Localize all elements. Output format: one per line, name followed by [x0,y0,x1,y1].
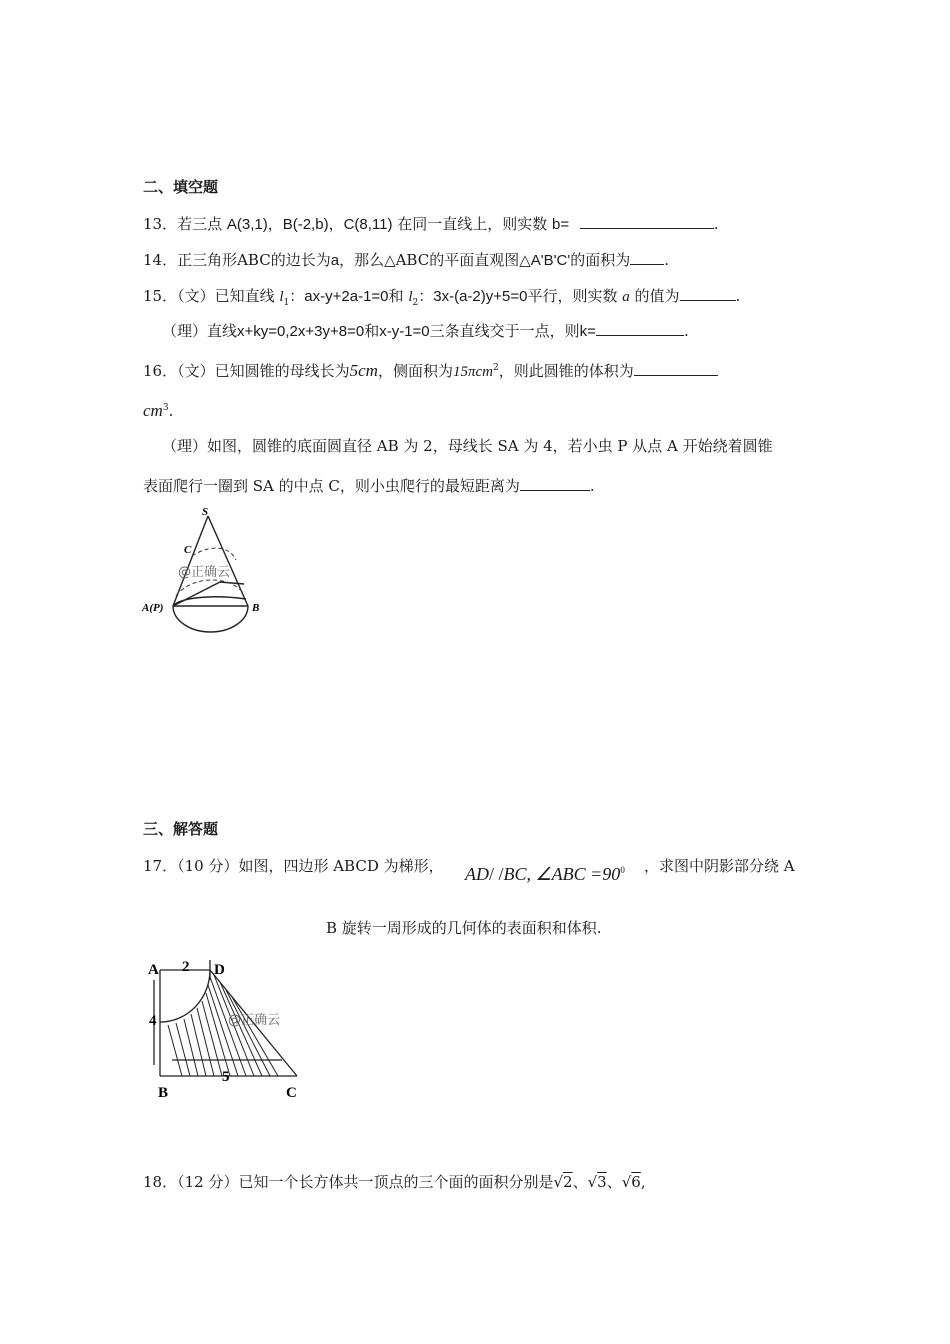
q15-li-and: 和 [364,322,380,340]
question-18 [143,1172,646,1192]
trap-label-b: B [158,1085,169,1101]
cone-label-a: A(P) [142,602,164,614]
q15-l2-sub: 2 [412,298,419,308]
section-2-title: 二、填空题 [143,178,219,196]
q15-a: a [622,289,630,305]
trap-label-bottom: 5 [222,1069,230,1085]
q15-l1-sub: 1 [283,298,290,308]
cone-dashed-upper [192,548,236,560]
cone-path-curve [173,597,246,606]
q13-number: 13． [143,215,178,233]
section-3-title: 三、解答题 [143,820,219,838]
cone-label-s: S [202,506,209,518]
q16-unit: cm [358,361,378,380]
cone-figure [140,504,270,636]
q17-rest: ，求图中阴影部分绕 A [644,857,795,875]
q18-sep1: 、 [572,1173,588,1191]
question-16-li-line2 [143,476,595,496]
q15-number: 15． [143,287,178,305]
q15-rest: 平行，则实数 [527,287,623,305]
q18-r3: 3 [597,1173,607,1191]
q16-li-text: 表面爬行一圈到 SA 的中点 C，则小虫爬行的最短距离为 [143,477,520,495]
q16-exp3: 3 [162,403,169,413]
q15-wen-tag: （文）已知直线 [177,287,280,305]
q14-mid: ，那么△ABC的平面直观图△ [339,251,531,269]
q18-pts: （12 分）已知一个长方体共一顶点的三个面的面积分别是 [177,1173,554,1191]
q17-formula-bc: BC [503,864,527,884]
cone-label-c: C [184,544,192,556]
trap-label-d: D [214,962,225,978]
cone-watermark: @正确云 [178,565,231,580]
q17-formula-angle: , ∠ABC =90 [526,864,621,884]
q18-sep2: 、 [606,1173,622,1191]
question-15-li [162,321,689,342]
trap-quarter-arc [160,970,210,1022]
q16-unit3: cm [143,401,163,420]
q15-li-rest: 三条直线交于一点，则 [429,322,580,340]
q15-li-eq: x+ky=0,2x+3y+8=0 [237,323,365,340]
q14-abc: A'B'C' [530,252,571,269]
trap-label-left: 4 [149,1013,157,1029]
q13-end: . [713,215,719,233]
q16-unit2: cm [475,364,493,380]
trap-watermark: @正确云 [228,1013,281,1028]
sqrt-icon: √ [587,1173,598,1191]
q15-colon1: ： [289,287,305,305]
q16-number: 16． [143,362,178,380]
question-16-wen [143,358,718,382]
q16-exp2: 2 [492,363,499,373]
sqrt-icon: √ [621,1173,632,1191]
q14-tail: . [664,251,669,269]
q18-end: , [640,1173,646,1191]
q15-wen-blank [680,286,736,301]
q13-pre: 若三点 [177,215,227,233]
q13-points: A(3,1)，B(-2,b)，C(8,11) [226,216,393,233]
q17-formula-ad: AD [465,864,489,884]
q16-area: 15 [452,364,468,380]
q15-colon2: ： [418,287,434,305]
trap-label-a: A [148,962,159,978]
question-16-wen-cont [143,398,173,421]
q14-number: 14． [143,251,178,269]
question-17 [143,856,444,876]
q15-li-blank [596,321,684,336]
trap-label-top: 2 [182,959,190,975]
q18-r6: 6 [631,1173,641,1191]
cone-edge-sb [208,516,248,606]
q15-li-eq2: x-y-1=0 [379,323,430,340]
q15-li-tag: （理）直线 [162,322,238,340]
question-14 [143,250,669,271]
q16-pi: π [467,364,476,380]
cone-label-b: B [252,602,260,614]
q16-li-end: . [589,477,595,495]
q14-end: 的面积为 [570,251,631,269]
q15-l1: l [279,289,284,305]
question-13 [143,214,719,235]
q16-len: 5 [349,361,359,380]
q16-wen-blank [634,361,718,376]
q17-formula-deg: 0 [620,865,625,875]
q17-line2: B 旋转一周形成的几何体的表面积和体积. [326,919,602,937]
question-15-wen [143,286,740,313]
q13-mid: 在同一直线上，则实数 [392,215,553,233]
q16-mid: ，侧面积为 [377,362,453,380]
q15-wen-end: . [735,287,741,305]
q14-a: a [330,252,340,269]
q14-blank [630,250,664,265]
q17-pts: （10 分）如图，四边形 ABCD 为梯形， [177,857,444,875]
q17-formula-par: / / [489,864,504,884]
q15-eq1: ax-y+2a-1=0 [304,288,389,305]
trapezoid-figure [142,950,312,1105]
q17-number: 17． [143,857,178,875]
q18-number: 18． [143,1173,178,1191]
cone-base-front [173,606,248,632]
q13-blank [580,214,714,229]
sqrt-icon: √ [553,1173,564,1191]
q18-r2: 2 [563,1173,573,1191]
trap-label-c: C [286,1085,297,1101]
cone-shortest-path [173,582,244,606]
q16-wen-tag: （文）已知圆锥的母线长为 [177,362,350,380]
q16-li-blank [520,476,590,491]
q14-pre: 正三角形ABC的边长为 [177,251,331,269]
q15-l2: l [408,289,413,305]
q15-eq2: 3x-(a-2)y+5=0 [433,288,528,305]
cone-edge-sa [173,516,208,606]
question-16-li-line1: （理）如图，圆锥的底面圆直径 AB 为 2，母线长 SA 为 4，若小虫 P 从点 A 开始绕着圆锥 [162,437,773,455]
cone-dashed-lower [176,580,244,596]
q13-var: b= [552,216,570,233]
q15-li-k: k= [579,323,596,340]
q17-formula [465,864,625,885]
q15-rest2: 的值为 [629,287,680,305]
q15-li-end: . [683,322,689,340]
q16-wen-end: . [168,402,174,420]
q16-rest: ，则此圆锥的体积为 [498,362,634,380]
q15-and: 和 [388,287,409,305]
